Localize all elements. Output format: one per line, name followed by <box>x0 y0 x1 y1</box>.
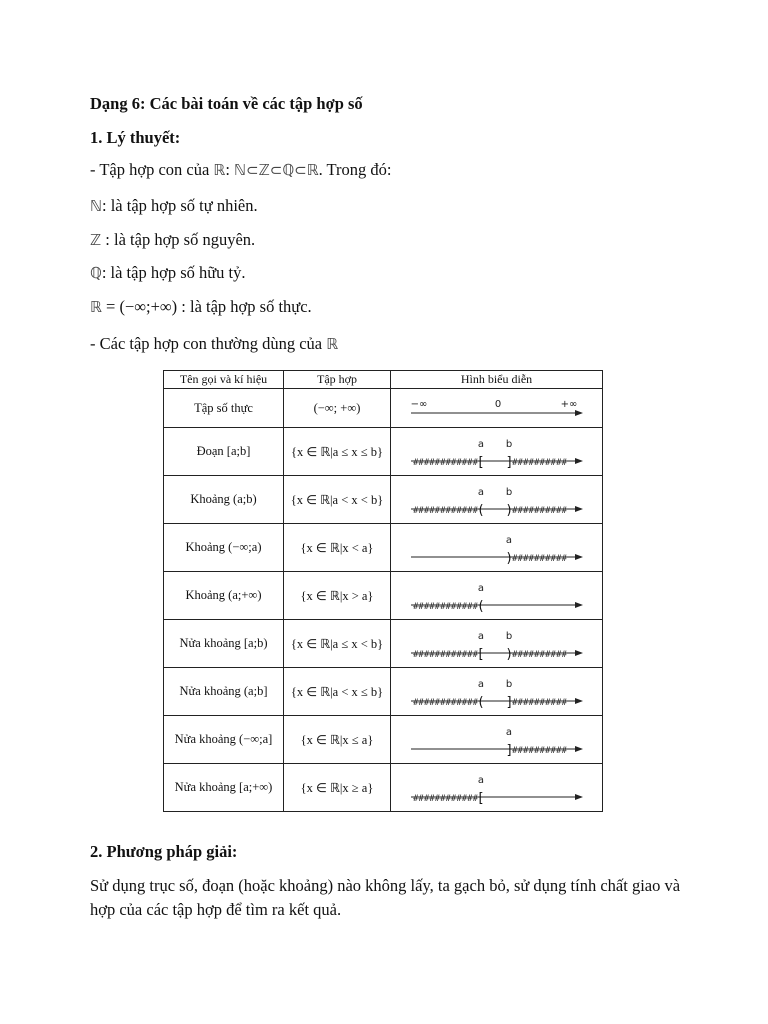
label-a: a <box>505 726 512 738</box>
left-endpoint: ( <box>477 694 484 710</box>
table-row <box>164 716 603 764</box>
label-a: a <box>477 678 484 690</box>
table-row <box>164 620 603 668</box>
label-b: b <box>505 678 512 690</box>
common-subsets-text: - Các tập hợp con thường dùng của <box>90 334 323 353</box>
table-row <box>164 764 603 812</box>
interval-name: Nửa khoảng (−∞;a] <box>164 716 284 764</box>
hatch-marks: ########## <box>511 649 568 660</box>
hatch-marks: ############ <box>412 457 479 468</box>
label-a: a <box>477 438 484 450</box>
hatch-marks: ############ <box>412 505 479 516</box>
label-zero: 0 <box>494 399 501 410</box>
table-row <box>164 668 603 716</box>
axis-arrowhead <box>575 410 583 416</box>
interval-figure <box>391 524 603 572</box>
def-rational <box>90 263 246 283</box>
hatch-marks: ########## <box>511 553 568 564</box>
interval-name: Đoạn [a;b] <box>164 428 284 476</box>
axis-arrowhead <box>575 602 583 608</box>
def-text: = (−∞;+∞) : là tập hợp số thực. <box>106 297 312 316</box>
intro-text: - Tập hợp con của <box>90 160 210 179</box>
interval-name: Nửa khoảng [a;+∞) <box>164 764 284 812</box>
interval-name: Nửa khoảng [a;b) <box>164 620 284 668</box>
label-b: b <box>505 486 512 498</box>
real-set-symbol: ℝ <box>326 335 339 353</box>
set-notation: {x ∈ ℝ|x < a} <box>284 524 391 572</box>
label-plus-infinity: +∞ <box>560 399 577 410</box>
axis-arrowhead <box>575 794 583 800</box>
intro-colon: : <box>225 160 230 179</box>
set-notation: {x ∈ ℝ|a ≤ x < b} <box>284 620 391 668</box>
label-a: a <box>477 774 484 786</box>
def-natural <box>90 196 258 216</box>
hatch-marks: ########## <box>511 697 568 708</box>
endpoint: ( <box>477 598 484 614</box>
def-text: : là tập hợp số hữu tỷ. <box>101 263 246 282</box>
label-a: a <box>505 534 512 546</box>
label-a: a <box>477 486 484 498</box>
label-b: b <box>505 630 512 642</box>
interval-figure <box>391 572 603 620</box>
common-subsets-intro <box>90 334 338 354</box>
header-name: Tên gọi và kí hiệu <box>164 371 284 389</box>
hatch-marks: ############ <box>412 697 479 708</box>
set-notation: (−∞; +∞) <box>284 389 391 428</box>
left-endpoint: [ <box>477 646 484 662</box>
axis-arrowhead <box>575 746 583 752</box>
number-line <box>409 430 585 474</box>
left-endpoint: ( <box>477 502 484 518</box>
page-heading: Dạng 6: Các bài toán về các tập hợp số <box>90 94 363 113</box>
interval-name: Khoảng (−∞;a) <box>164 524 284 572</box>
table-row <box>164 524 603 572</box>
table-row <box>164 476 603 524</box>
hatch-marks: ########## <box>511 505 568 516</box>
def-integer <box>90 230 255 250</box>
right-endpoint: ) <box>505 502 512 518</box>
right-endpoint: ) <box>505 646 512 662</box>
axis-arrowhead <box>575 506 583 512</box>
subsets-table <box>163 370 603 812</box>
axis-arrowhead <box>575 554 583 560</box>
hatch-marks: ############ <box>412 649 479 660</box>
interval-figure <box>391 428 603 476</box>
hatch-marks: ############ <box>412 793 479 804</box>
interval-figure <box>391 620 603 668</box>
set-notation: {x ∈ ℝ|x ≤ a} <box>284 716 391 764</box>
label-b: b <box>505 438 512 450</box>
number-line <box>409 622 585 666</box>
set-notation: {x ∈ ℝ|a < x < b} <box>284 476 391 524</box>
def-text: : là tập hợp số tự nhiên. <box>102 196 258 215</box>
right-endpoint: ] <box>505 454 512 470</box>
number-line <box>409 390 585 426</box>
number-line <box>409 526 585 570</box>
subsets-intro <box>90 160 392 180</box>
interval-name: Tập số thực <box>164 389 284 428</box>
table-row <box>164 428 603 476</box>
header-figure: Hình biểu diễn <box>391 371 603 389</box>
right-endpoint: ] <box>505 694 512 710</box>
number-line <box>409 718 585 762</box>
interval-figure <box>391 716 603 764</box>
number-line <box>409 766 585 810</box>
hatch-marks: ########## <box>511 745 568 756</box>
endpoint: ) <box>505 550 512 566</box>
endpoint: ] <box>505 742 512 758</box>
interval-figure <box>391 668 603 716</box>
number-line <box>409 574 585 618</box>
endpoint: [ <box>477 790 484 806</box>
label-minus-infinity: −∞ <box>410 399 427 410</box>
interval-name: Nửa khoảng (a;b] <box>164 668 284 716</box>
hatch-marks: ############ <box>412 601 479 612</box>
number-line <box>409 670 585 714</box>
real-set-symbol: ℝ <box>213 161 226 179</box>
set-notation: {x ∈ ℝ|x > a} <box>284 572 391 620</box>
def-symbol: ℤ <box>90 231 102 249</box>
label-a: a <box>477 630 484 642</box>
axis-arrowhead <box>575 650 583 656</box>
label-a: a <box>477 582 484 594</box>
table-row <box>164 572 603 620</box>
set-notation: {x ∈ ℝ|a < x ≤ b} <box>284 668 391 716</box>
method-paragraph: Sử dụng trục số, đoạn (hoặc khoảng) nào không lấy, ta gạch bỏ, sử dụng tính chất giao và hợp của các tập hợp để tìm ra kết quả. <box>90 876 681 919</box>
def-symbol: ℝ <box>90 298 102 316</box>
header-set: Tập hợp <box>284 371 391 389</box>
interval-name: Khoảng (a;+∞) <box>164 572 284 620</box>
def-symbol: ℕ <box>90 197 103 215</box>
def-real <box>90 297 312 317</box>
interval-name: Khoảng (a;b) <box>164 476 284 524</box>
interval-figure <box>391 764 603 812</box>
section-1-title: 1. Lý thuyết: <box>90 128 181 147</box>
number-line <box>409 478 585 522</box>
table-header-row <box>164 371 603 389</box>
interval-figure <box>391 389 603 428</box>
axis-arrowhead <box>575 458 583 464</box>
section-2-title: 2. Phương pháp giải: <box>90 842 238 861</box>
table-row <box>164 389 603 428</box>
intro-post: . Trong đó: <box>318 160 392 179</box>
set-notation: {x ∈ ℝ|a ≤ x ≤ b} <box>284 428 391 476</box>
hatch-marks: ########## <box>511 457 568 468</box>
axis-arrowhead <box>575 698 583 704</box>
set-notation: {x ∈ ℝ|x ≥ a} <box>284 764 391 812</box>
left-endpoint: [ <box>477 454 484 470</box>
subset-chain: ℕ⊂ℤ⊂ℚ⊂ℝ <box>234 161 319 179</box>
interval-figure <box>391 476 603 524</box>
def-text: : là tập hợp số nguyên. <box>105 230 256 249</box>
def-symbol: ℚ <box>90 264 102 282</box>
